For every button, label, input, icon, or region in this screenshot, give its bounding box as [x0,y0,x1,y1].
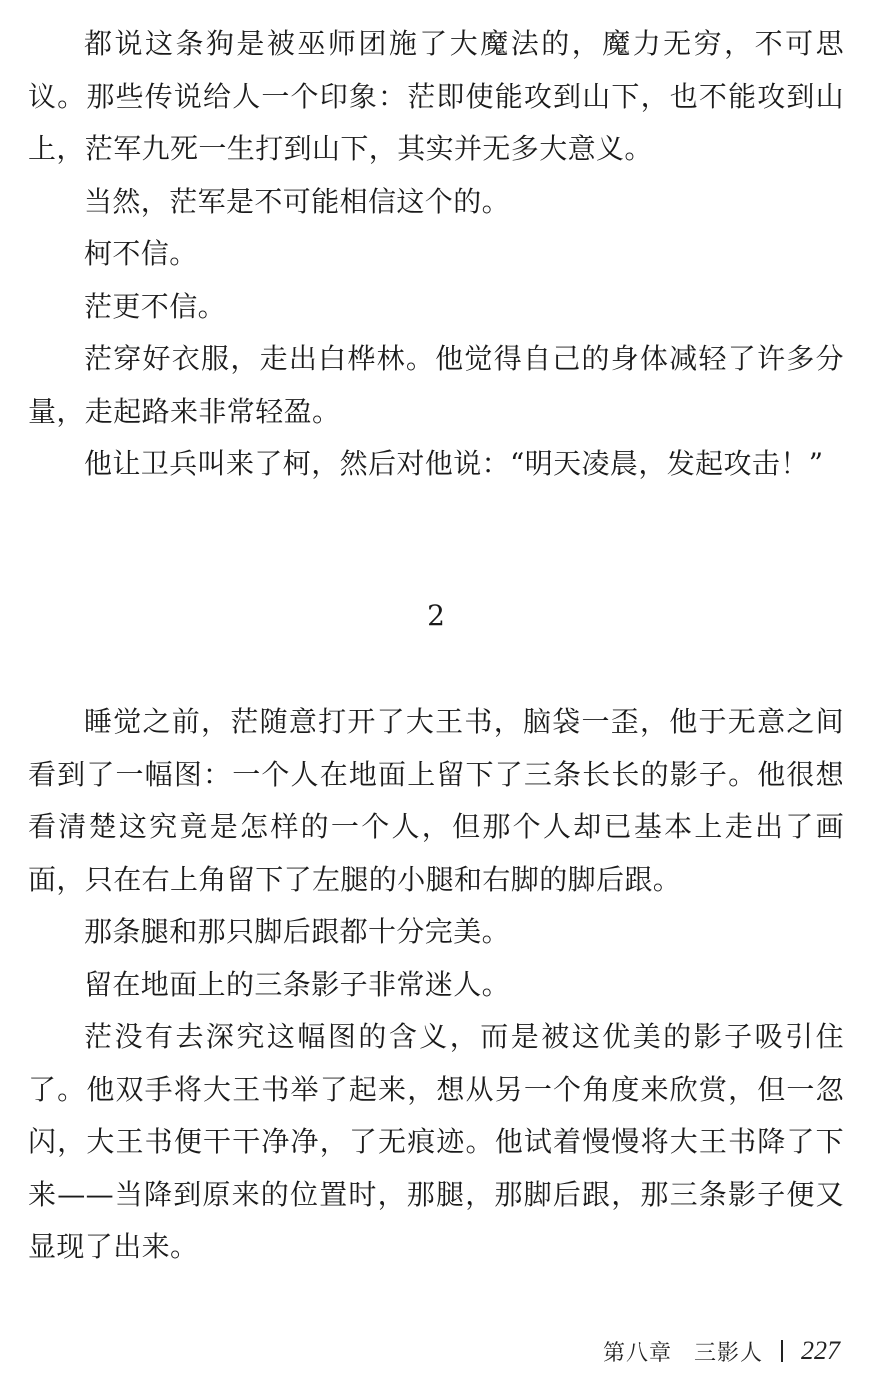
paragraph: 留在地面上的三条影子非常迷人。 [84,967,511,1001]
text-block-part2 [28,696,844,1274]
paragraph: 茫更不信。 [84,289,227,323]
text-block-part1 [28,18,844,491]
paragraph: 柯不信。 [84,237,198,270]
paragraph: 茫穿好衣服，走出白桦林。他觉得自己的身体减轻了许多分量，走起路来非常轻盈。 [28,342,844,428]
footer-divider [781,1340,783,1362]
section-number: 2 [427,599,445,632]
paragraph: 茫没有去深究这幅图的含义，而是被这优美的影子吸引住了。他双手将大王书举了起来，想从另一个角度来欣赏，但一忽闪，大王书便干干净净，了无痕迹。他试着慢慢将大王书降了下来——当降到原来的位置时，那腿，那脚后跟，那三条影子便又显现了出来。 [28,1020,844,1263]
page-footer [603,1331,840,1371]
paragraph: 睡觉之前，茫随意打开了大王书，脑袋一歪，他于无意之间看到了一幅图：一个人在地面上留下了三条长长的影子。他很想看清楚这究竟是怎样的一个人，但那个人却已基本上走出了画面，只在右上角留下了左腿的小腿和右脚的脚后跟。 [28,705,844,896]
paragraph: 当然，茫军是不可能相信这个的。 [84,184,511,218]
page-number: 227 [801,1336,840,1365]
chapter-title: 三影人 [693,1340,763,1366]
paragraph: 都说这条狗是被巫师团施了大魔法的，魔力无穷，不可思议。那些传说给人一个印象：茫即使能攻到山下，也不能攻到山上，茫军九死一生打到山下，其实并无多大意义。 [28,27,844,165]
paragraph: 他让卫兵叫来了柯，然后对他说：“明天凌晨，发起攻击！” [84,447,824,480]
paragraph: 那条腿和那只脚后跟都十分完美。 [84,915,511,948]
chapter-label: 第八章 [602,1340,672,1366]
